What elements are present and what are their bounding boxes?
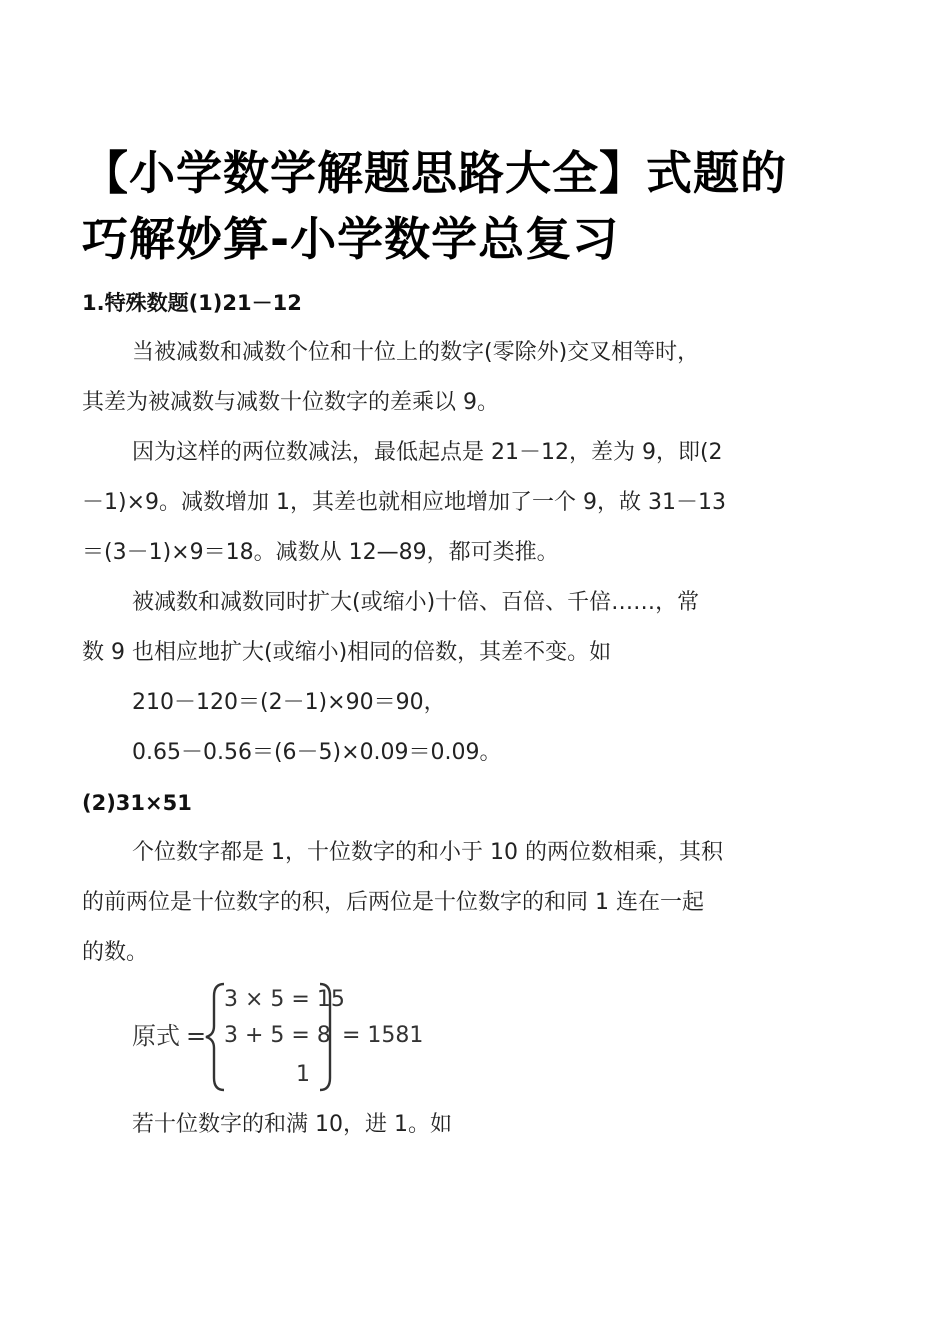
paragraph-line: 的数。 [82,940,149,965]
section-heading-1: 1.特殊数题(1)21－12 [82,291,302,315]
paragraph-line: 数 9 也相应地扩大(或缩小)相同的倍数，其差不变。如 [82,640,612,665]
formula-result: = 1581 [342,1023,424,1048]
formula-equals: = [186,1022,207,1050]
formula-row-3: 1 [296,1062,310,1087]
left-brace [206,984,224,1090]
document-title [82,140,822,272]
paragraph-line: 因为这样的两位数减法，最低起点是 21－12，差为 9，即(2 [132,440,723,465]
paragraph-line: 其差为被减数与减数十位数字的差乘以 9。 [82,390,499,415]
paragraph-line: 的前两位是十位数字的积，后两位是十位数字的和同 1 连在一起 [82,890,704,915]
title-line-1: 【小学数学解题思路大全】式题的 [82,146,787,200]
example-line: 210－120＝(2－1)×90＝90， [132,690,446,715]
formula-row-1: 3 × 5 = 15 [224,987,345,1012]
formula-image [132,978,432,1096]
formula-label: 原式 [132,1022,180,1050]
paragraph-line: ＝(3－1)×9＝18。减数从 12—89，都可类推。 [82,540,559,565]
paragraph-line: 若十位数字的和满 10，进 1。如 [132,1112,452,1137]
paragraph-line: －1)×9。减数增加 1，其差也就相应地增加了一个 9，故 31－13 [82,490,726,515]
paragraph-line: 被减数和减数同时扩大(或缩小)十倍、百倍、千倍……，常 [132,590,700,615]
section-heading-2: (2)31×51 [82,791,192,815]
formula-row-2: 3 + 5 = 8 [224,1023,331,1048]
example-line: 0.65－0.56＝(6－5)×0.09＝0.09。 [132,740,502,765]
title-line-2: 巧解妙算-小学数学总复习 [82,212,620,266]
paragraph-line: 当被减数和减数个位和十位上的数字(零除外)交叉相等时， [132,340,700,365]
paragraph-line: 个位数字都是 1，十位数字的和小于 10 的两位数相乘，其积 [132,840,723,865]
